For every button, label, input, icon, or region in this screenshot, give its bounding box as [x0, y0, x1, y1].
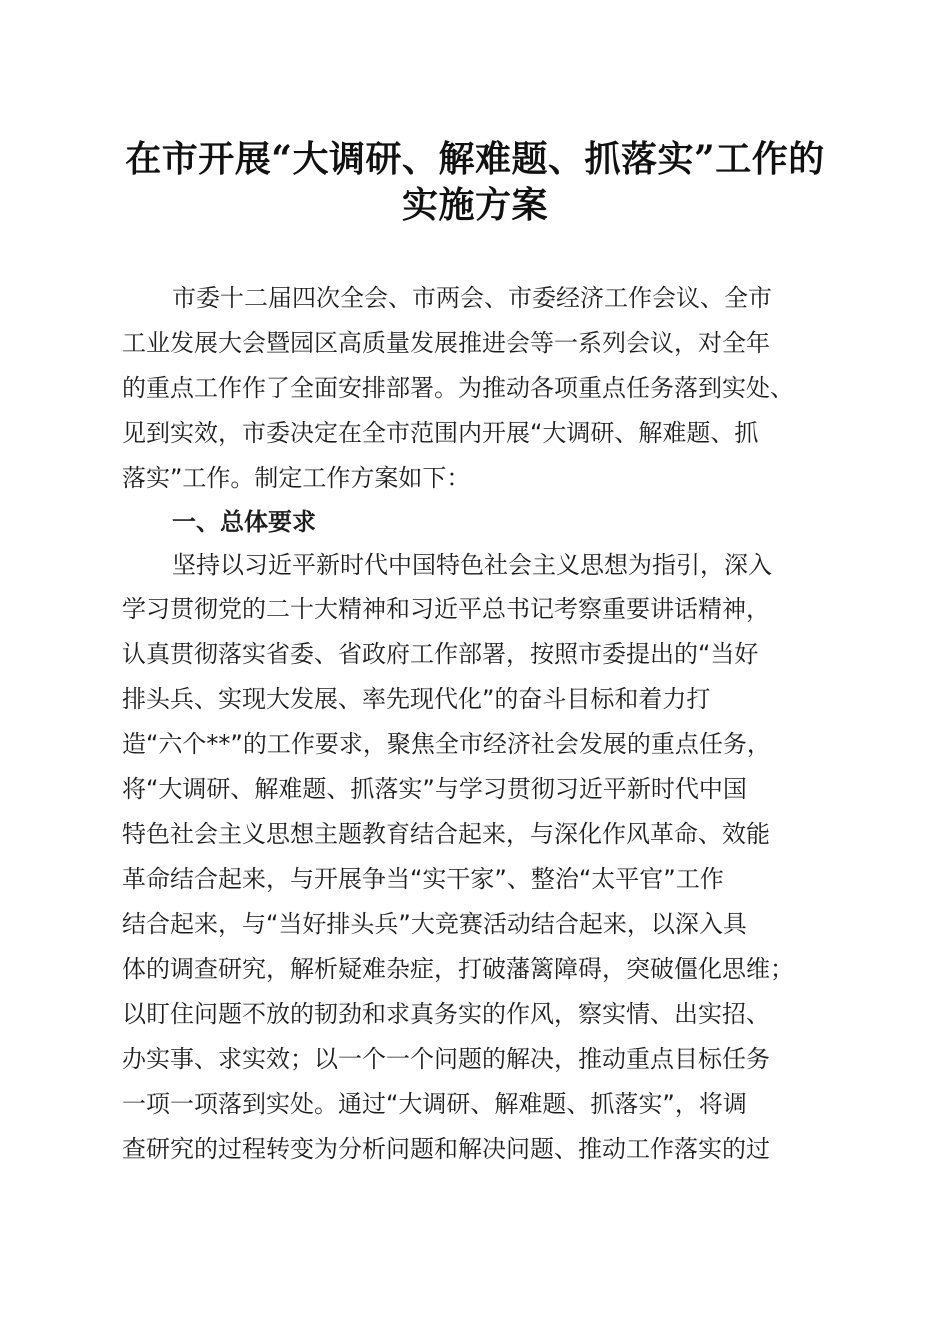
document-title-line-2: 实施方案: [401, 184, 548, 226]
section-1-line-11: 以盯住问题不放的韧劲和求真务实的作风，察实情、出实招、: [122, 1000, 770, 1028]
section-1-line-3: 认真贯彻落实省委、省政府工作部署，按照市委提出的“当好: [122, 640, 759, 668]
section-1-line-10: 体的调查研究，解析疑难杂症，打破藩篱障碍，突破僵化思维；: [122, 955, 794, 983]
section-1-line-8: 革命结合起来，与开展争当“实干家”、整治“太平官”工作: [122, 865, 724, 893]
document-title-line-1: 在市开展“大调研、解难题、抓落实”工作的: [125, 138, 825, 180]
intro-line-1: 市委十二届四次全会、市两会、市委经济工作会议、全市: [172, 284, 772, 312]
section-1-line-2: 学习贯彻党的二十大精神和习近平总书记考察重要讲话精神，: [122, 595, 770, 623]
intro-line-4: 见到实效，市委决定在全市范围内开展“大调研、解难题、抓: [122, 419, 759, 447]
section-1-line-7: 特色社会主义思想主题教育结合起来，与深化作风革命、效能: [122, 820, 770, 848]
section-1-line-4: 排头兵、实现大发展、率先现代化”的奋斗目标和着力打: [122, 685, 711, 713]
section-1-line-9: 结合起来，与“当好排头兵”大竞赛活动结合起来，以深入具: [122, 910, 747, 938]
section-1-line-1: 坚持以习近平新时代中国特色社会主义思想为指引，深入: [172, 551, 772, 579]
intro-line-3: 的重点工作作了全面安排部署。为推动各项重点任务落到实处、: [122, 374, 794, 402]
section-heading-general-requirements: 一、总体要求: [172, 508, 316, 536]
section-1-line-13: 一项一项落到实处。通过“大调研、解难题、抓落实”，将调: [122, 1090, 747, 1118]
section-1-line-6: 将“大调研、解难题、抓落实”与学习贯彻习近平新时代中国: [122, 775, 747, 803]
intro-line-2: 工业发展大会暨园区高质量发展推进会等一系列会议，对全年: [122, 329, 770, 357]
intro-line-5: 落实”工作。制定工作方案如下：: [122, 464, 471, 492]
section-1-line-12: 办实事、求实效；以一个一个问题的解决，推动重点目标任务: [122, 1045, 770, 1073]
section-1-line-14: 查研究的过程转变为分析问题和解决问题、推动工作落实的过: [122, 1135, 770, 1163]
section-1-line-5: 造“六个**”的工作要求，聚焦全市经济社会发展的重点任务，: [122, 730, 771, 758]
